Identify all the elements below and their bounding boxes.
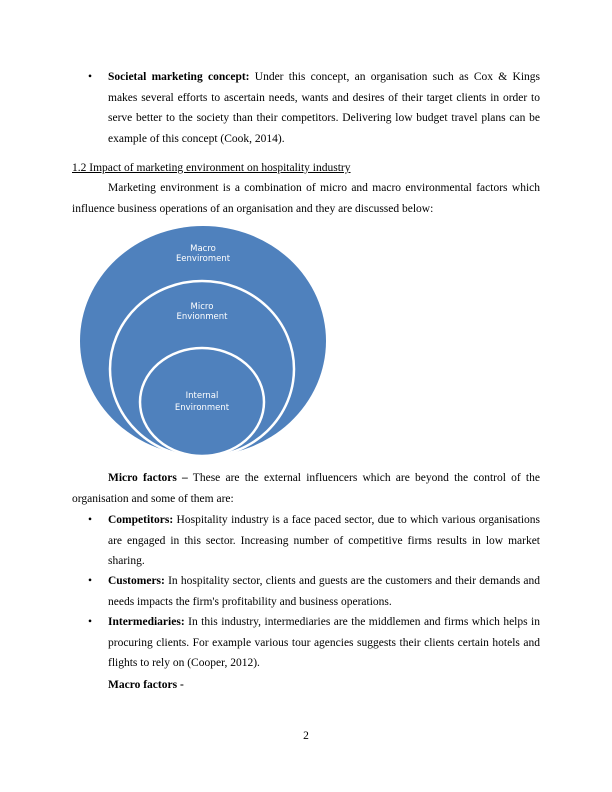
macro-label-line2: Eenviroment [175,254,231,264]
bullet-marker: • [88,71,93,83]
micro-factors-text: These are the external influencers which are beyond the control of the organisation and some of them are: [72,472,540,505]
internal-environment-circle [140,348,264,456]
micro-factors-paragraph [72,468,540,509]
bullet-societal-marketing [108,67,540,149]
micro-label-line2: Envionment [176,312,228,322]
bullet-text: Under this concept, an organisation such as Cox & Kings makes several efforts to ascertain needs, wants and desires of their target clients in order to serve better to the society than their competitors. Delivering low budget travel plans can be example of this concept (Cook, 2014). [108,71,540,145]
bullet-marker: • [88,616,93,628]
micro-label-line1: Micro [190,302,214,312]
page-number: 2 [303,730,309,742]
environment-diagram [78,224,328,458]
bullet-intermediaries [108,612,540,674]
bullet-customers [108,571,540,612]
bullet-text: In hospitality sector, clients and guests are the customers and their demands and needs impacts the firm's profitability and business operations. [108,575,540,608]
bullet-marker: • [88,575,93,587]
internal-label-line2: Environment [174,403,230,413]
bullet-text: In this industry, intermediaries are the middlemen and firms which helps in procuring clients. For example various tour agencies suggests their clients certain hotels and flights to rely on (Cooper, 2012). [108,616,540,670]
macro-label-line1: Macro [190,244,216,254]
bullet-text: Hospitality industry is a face paced sector, due to which various organisations are engaged in this sector. Increasing number of competitive firms results in low market sharing. [108,514,540,568]
macro-factors-heading [108,675,540,696]
macro-factors-label: Macro factors - [108,679,184,691]
bullet-label: Societal marketing concept: [108,71,250,83]
bullet-label: Intermediaries: [108,616,185,628]
micro-factors-label: Micro factors – [108,472,188,484]
bullet-competitors [108,510,540,572]
bullet-label: Customers: [108,575,165,587]
internal-label-line1: Internal [185,391,219,401]
bullet-marker: • [88,514,93,526]
intro-paragraph: Marketing environment is a combination of micro and macro environmental factors which influence business operations of an organisation and they are discussed below: [72,182,540,215]
section-heading: 1.2 Impact of marketing environment on hospitality industry [72,162,351,174]
bullet-label: Competitors: [108,514,174,526]
